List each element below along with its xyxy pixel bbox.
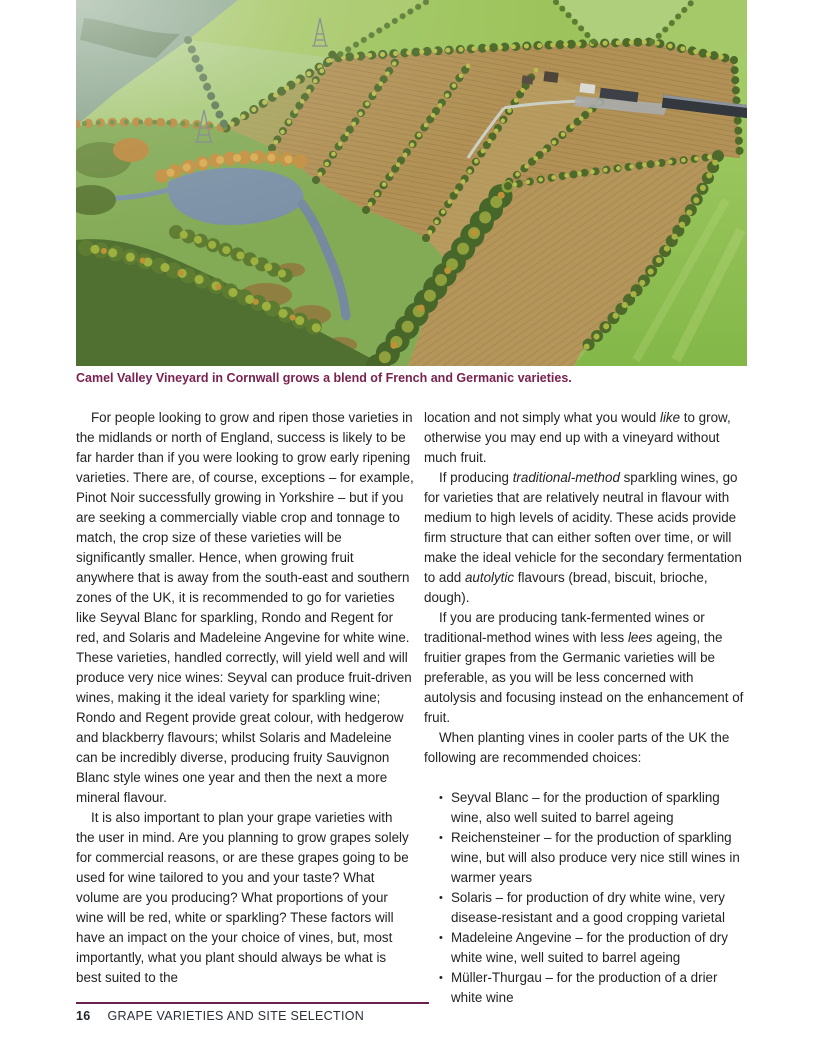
italic-text: like [659,410,681,425]
body-paragraph [424,408,747,468]
variety-item: • Madeleine Angevine – for the production of dry white wine, well suited to barrel ageing [439,928,747,968]
left-column [76,408,414,1008]
body-paragraph [424,608,747,728]
italic-text: autolytic [464,570,515,585]
page-footer [76,1009,364,1023]
aerial-photo-illustration [76,0,747,366]
variety-item: • Reichensteiner – for the production of sparkling wine, but will also produce very nice still wines in warmer years [439,828,747,888]
body-paragraph [424,728,747,768]
text-run: flavours (bread, biscuit, brioche, dough). [424,570,708,605]
page-number: 16 [76,1009,91,1023]
italic-text: traditional-method [512,470,620,485]
italic-text: lees [627,630,653,645]
text-run: sparkling wines, go for varieties that are relatively neutral in flavour with medium to high levels of acidity. These acids provide firm structure that can either soften over time, or will make the ideal vehicle for the secondary fermentation to add [424,470,742,585]
variety-list [424,788,747,1008]
text-run: ageing, the fruitier grapes from the Germanic varieties will be preferable, as you will be less concerned with autolysis and focusing instead on the enhancement of fruit. [424,630,744,725]
variety-item: • Seyval Blanc – for the production of sparkling wine, also well suited to barrel ageing [439,788,747,828]
footer-rule [76,1002,429,1004]
body-columns [76,408,747,1008]
footer-title: GRAPE VARIETIES AND SITE SELECTION [107,1009,365,1023]
text-run: location and not simply what you would [424,410,660,425]
text-run: to grow, otherwise you may end up with a vineyard without much fruit. [424,410,731,465]
right-column [424,408,747,1008]
paragraph-container [76,408,414,988]
variety-item: • Müller-Thurgau – for the production of a drier white wine [439,968,747,1008]
paragraph-container [424,408,747,768]
body-paragraph [76,408,414,808]
text-run: If producing [439,470,513,485]
text-run: It is also important to plan your grape varieties with the user in mind. Are you planning to grow grapes solely for commercial reasons, or are these grapes going to be used for wine tailored to you and your taste? What volume are you producing? What proportions of your wine will be red, white or sparkling? These factors will have an impact on the your choice of vines, but, most importantly, what you plant should always be what is best suited to the [76,810,409,985]
text-run: For people looking to grow and ripen those varieties in the midlands or north of England, success is likely to be far harder than if you were looking to grow early ripening varieties. There are, of course, exceptions – for example, Pinot Noir successfully growing in Yorkshire – but if you are seeking a commercially viable crop and tonnage to match, the crop size of these varieties will be significantly smaller. Hence, when growing fruit anywhere that is away from the south-east and southern zones of the UK, it is recommended to go for varieties like Seyval Blanc for sparkling, Rondo and Regent for red, and Solaris and Madeleine Angevine for white wine. These varieties, handled correctly, will yield well and will produce very nice wines: Seyval can produce fruit-driven wines, making it the ideal variety for sparkling wine; Rondo and Regent provide great colour, with hedgerow and blackberry flavours; whilst Solaris and Madeleine can be incredibly diverse, producing fruity Sauvignon Blanc style wines one year and then the next a more mineral flavour. [76,410,414,805]
photo-caption: Camel Valley Vineyard in Cornwall grows a blend of French and Germanic varieties. [76,371,572,385]
body-paragraph [424,468,747,608]
body-paragraph [76,808,414,988]
text-run: If you are producing tank-fermented wines or traditional-method wines with less [424,610,705,645]
text-run: When planting vines in cooler parts of the UK the following are recommended choices: [424,730,730,765]
vineyard-aerial-photo [76,0,747,366]
variety-item: • Solaris – for production of dry white wine, very disease-resistant and a good cropping varietal [439,888,747,928]
